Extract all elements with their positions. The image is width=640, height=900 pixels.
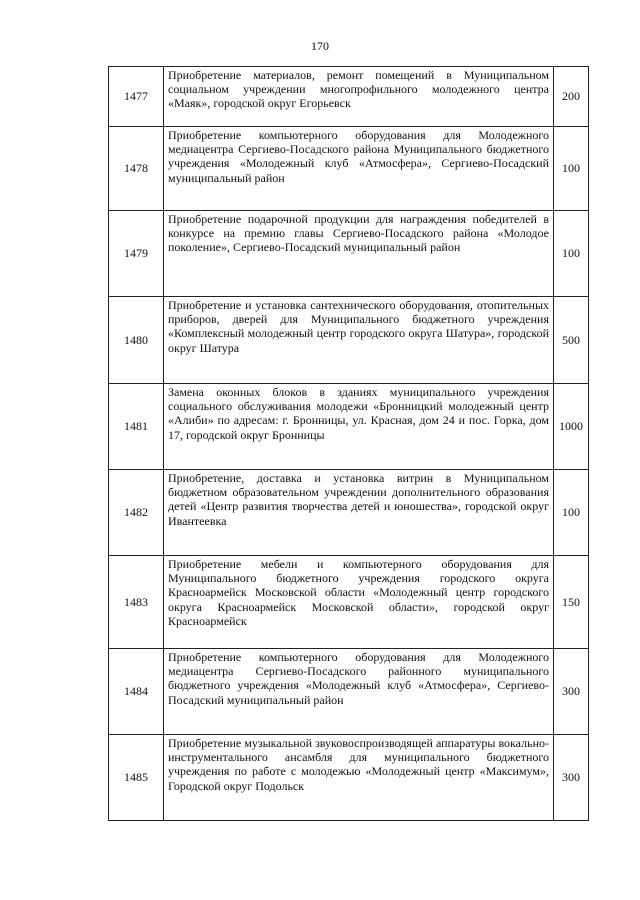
- row-amount: 100: [554, 211, 589, 297]
- row-number: 1485: [109, 735, 164, 821]
- row-number: 1481: [109, 384, 164, 470]
- table-row: [109, 556, 589, 649]
- row-description: Приобретение компьютерного оборудования для Молодежного медиацентра Сергиево-Посадского района Муниципального бюджетного учреждения «Молодежный клуб «Атмосфера», Сергиево-Посадский муниципальный район: [164, 127, 554, 211]
- table-row: [109, 384, 589, 470]
- row-amount: 1000: [554, 384, 589, 470]
- row-description: Приобретение музыкальной звуковоспроизводящей аппаратуры вокально-инструментального ансамбля для муниципального бюджетного учреждения по работе с молодежью «Молодежный центр «Максимум», Городской округ Подольск: [164, 735, 554, 821]
- row-amount: 300: [554, 735, 589, 821]
- table-row: [109, 211, 589, 297]
- table-row: [109, 297, 589, 384]
- row-description: Приобретение компьютерного оборудования для Молодежного медиацентра Сергиево-Посадского районного муниципального бюджетного учреждения «Молодежный клуб «Атмосфера», Сергиево-Посадский муниципальный район: [164, 649, 554, 735]
- row-description: Приобретение, доставка и установка витрин в Муниципальном бюджетном образовательном учреждении дополнительного образования детей «Центр развития творчества детей и юношества», городской округ Ивантеевка: [164, 470, 554, 556]
- row-number: 1478: [109, 127, 164, 211]
- row-amount: 100: [554, 470, 589, 556]
- row-number: 1480: [109, 297, 164, 384]
- row-number: 1482: [109, 470, 164, 556]
- row-description: Приобретение материалов, ремонт помещений в Муниципальном социальном учреждении многопрофильного молодежного центра «Маяк», городской округ Егорьевск: [164, 67, 554, 127]
- row-number: 1477: [109, 67, 164, 127]
- row-number: 1483: [109, 556, 164, 649]
- row-description: Приобретение подарочной продукции для награждения победителей в конкурсе на премию главы Сергиево-Посадского района «Молодое поколение», Сергиево-Посадский муниципальный район: [164, 211, 554, 297]
- row-description: Замена оконных блоков в зданиях муниципального учреждения социального обслуживания молодежи «Бронницкий молодежный центр «Алиби» по адресам: г. Бронницы, ул. Красная, дом 24 и пос. Горка, дом 17, городской округ Бронницы: [164, 384, 554, 470]
- row-amount: 500: [554, 297, 589, 384]
- page-number: 170: [311, 39, 329, 53]
- table-row: [109, 470, 589, 556]
- row-number: 1484: [109, 649, 164, 735]
- budget-items-table: [108, 66, 589, 821]
- row-description: Приобретение мебели и компьютерного оборудования для Муниципального бюджетного учреждения городского округа Красноармейск Московской области «Молодежный центр городского округа Красноармейск Московской области», городской округ Красноармейск: [164, 556, 554, 649]
- table-row: [109, 649, 589, 735]
- row-amount: 300: [554, 649, 589, 735]
- row-description: Приобретение и установка сантехнического оборудования, отопительных приборов, дверей для Муниципального бюджетного учреждения «Комплексный молодежный центр городского округа Шатура», городской округ Шатура: [164, 297, 554, 384]
- row-amount: 150: [554, 556, 589, 649]
- table-row: [109, 127, 589, 211]
- row-amount: 100: [554, 127, 589, 211]
- row-amount: 200: [554, 67, 589, 127]
- table-row: [109, 735, 589, 821]
- table-row: [109, 67, 589, 127]
- row-number: 1479: [109, 211, 164, 297]
